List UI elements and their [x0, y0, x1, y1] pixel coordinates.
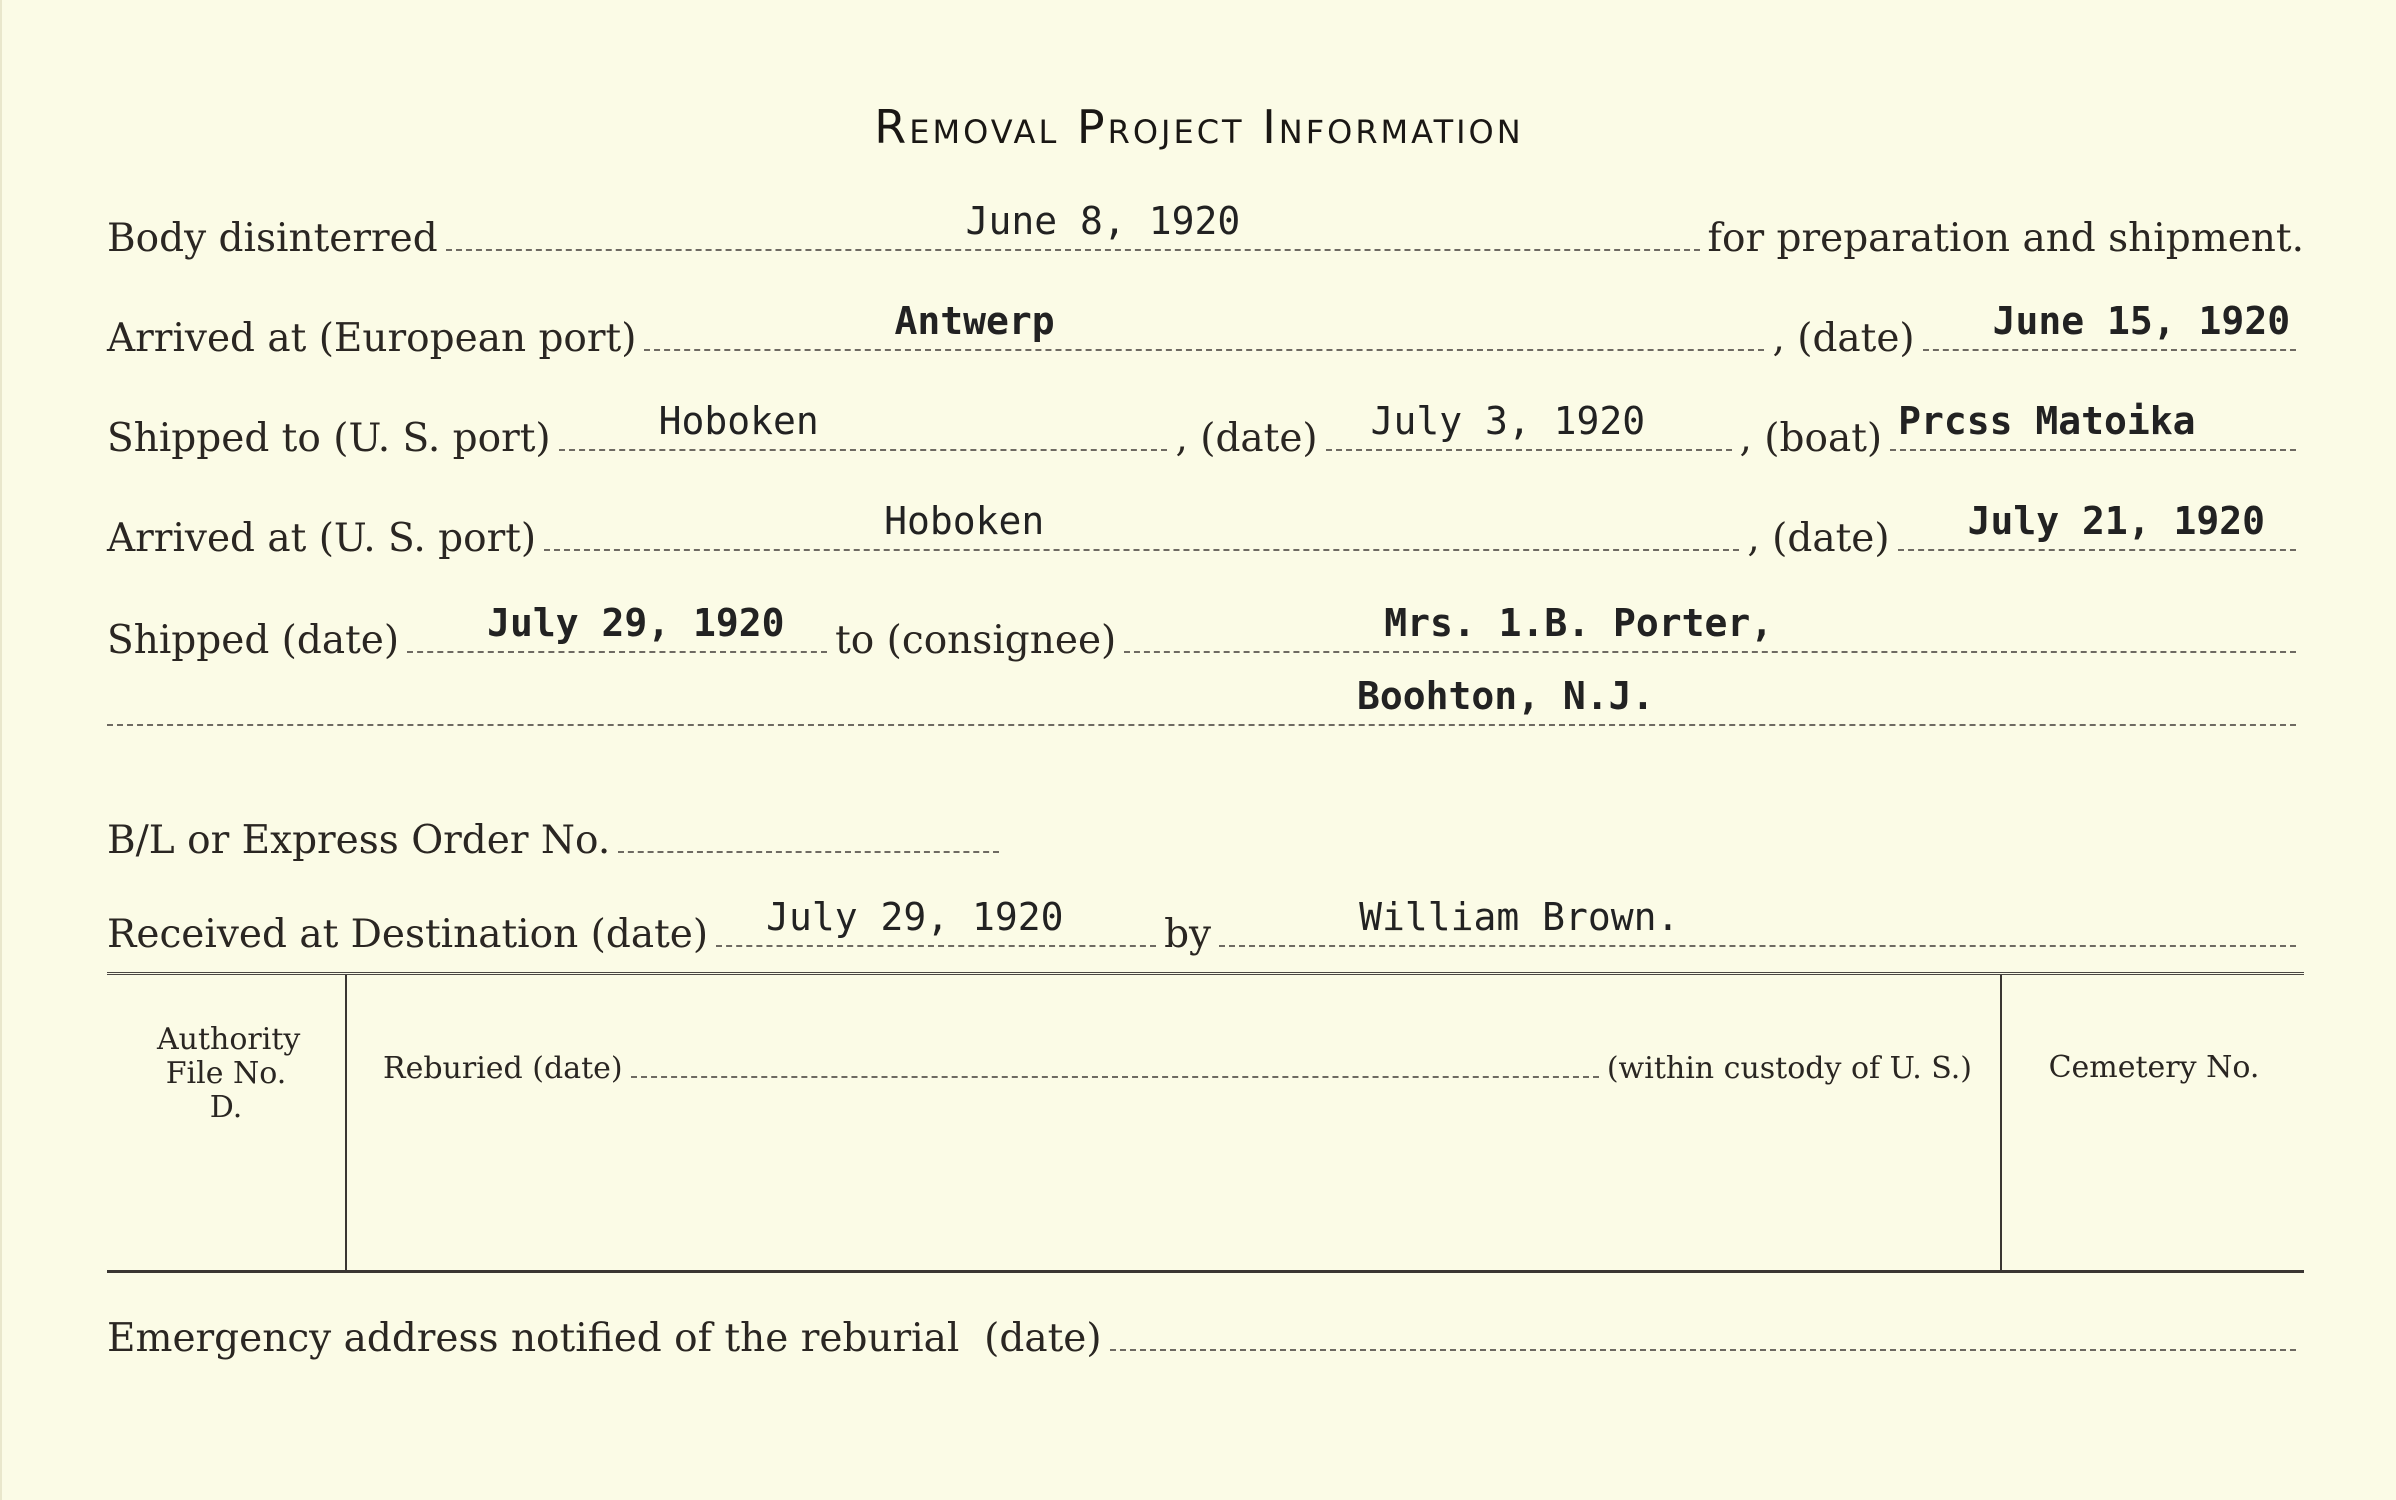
arrived-us-port-value: Hoboken — [884, 499, 1045, 543]
arrived-us-label: Arrived at (U. S. port) — [107, 516, 537, 561]
row-shipped-us — [107, 399, 2304, 461]
row-disinterred — [107, 199, 2304, 261]
arrived-european-port-value: Antwerp — [894, 299, 1055, 343]
bl-order-field[interactable] — [618, 845, 999, 853]
row-emergency — [107, 1316, 2304, 1361]
shipped-us-port-field[interactable] — [559, 399, 1168, 451]
shipped-date-value: July 29, 1920 — [487, 601, 785, 645]
arrived-us-date-field[interactable] — [1898, 499, 2296, 551]
shipped-us-date-field[interactable] — [1326, 399, 1732, 451]
reburied-line — [383, 1051, 1972, 1086]
page-title: Removal Project Information — [874, 100, 1524, 154]
authority-label: Authority File No. D. — [157, 1022, 301, 1125]
row-arrived-us — [107, 499, 2304, 561]
consignee-value: Mrs. 1.B. Porter, — [1384, 601, 1774, 645]
shipped-date-field[interactable] — [407, 601, 827, 653]
reburial-grid — [107, 972, 2304, 1273]
arrived-european-date-label: , (date) — [1772, 316, 1915, 361]
arrived-us-port-field[interactable] — [544, 499, 1739, 551]
shipped-us-date-value: July 3, 1920 — [1370, 399, 1646, 443]
arrived-european-port-field[interactable] — [644, 299, 1764, 351]
row-shipped-date — [107, 601, 2304, 663]
received-date-value: July 29, 1920 — [766, 895, 1064, 939]
shipped-us-boat-label: , (boat) — [1739, 416, 1883, 461]
received-date-field[interactable] — [716, 895, 1156, 947]
disinterred-label: Body disinterred — [107, 216, 438, 261]
consignee-line2-value: Boohton, N.J. — [1357, 674, 1655, 718]
disinterred-suffix: for preparation and shipment. — [1707, 216, 2304, 261]
disinterred-value: June 8, 1920 — [965, 199, 1241, 243]
arrived-us-date-label: , (date) — [1747, 516, 1890, 561]
shipped-us-port-value: Hoboken — [658, 399, 819, 443]
custody-label: (within custody of U. S.) — [1606, 1051, 1972, 1086]
reburied-cell — [347, 975, 2002, 1270]
row-received — [107, 895, 2304, 957]
arrived-european-date-field[interactable] — [1923, 299, 2296, 351]
consignee-label: to (consignee) — [835, 618, 1117, 663]
shipped-us-boat-value: Prcss Matoika — [1898, 399, 2196, 443]
bl-order-label: B/L or Express Order No. — [107, 818, 611, 863]
shipped-us-boat-field[interactable] — [1890, 399, 2296, 451]
received-by-label: by — [1164, 912, 1212, 957]
reburied-label: Reburied (date) — [383, 1051, 623, 1086]
received-by-field[interactable] — [1219, 895, 2296, 947]
consignee-field[interactable] — [1124, 601, 2296, 653]
emergency-date-field[interactable] — [1110, 1343, 2296, 1351]
shipped-us-label: Shipped to (U. S. port) — [107, 416, 551, 461]
row-arrived-european — [107, 299, 2304, 361]
cemetery-label: Cemetery No. — [2048, 1050, 2260, 1085]
cemetery-cell — [2004, 975, 2304, 1270]
row-consignee-line2 — [107, 674, 2304, 726]
row-bl-order — [107, 818, 1007, 863]
consignee-line2-field[interactable] — [107, 674, 2296, 726]
received-by-value: William Brown. — [1359, 895, 1680, 939]
emergency-label: Emergency address notified of the reburial (date) — [107, 1316, 1102, 1361]
arrived-us-date-value: July 21, 1920 — [1967, 499, 2265, 543]
reburied-date-field[interactable] — [631, 1072, 1599, 1078]
received-label: Received at Destination (date) — [107, 912, 709, 957]
shipped-us-date-label: , (date) — [1175, 416, 1318, 461]
disinterred-field[interactable] — [446, 199, 1700, 251]
shipped-date-label: Shipped (date) — [107, 618, 400, 663]
authority-cell — [107, 975, 347, 1270]
arrived-european-label: Arrived at (European port) — [107, 316, 637, 361]
arrived-european-date-value: June 15, 1920 — [1992, 299, 2291, 343]
